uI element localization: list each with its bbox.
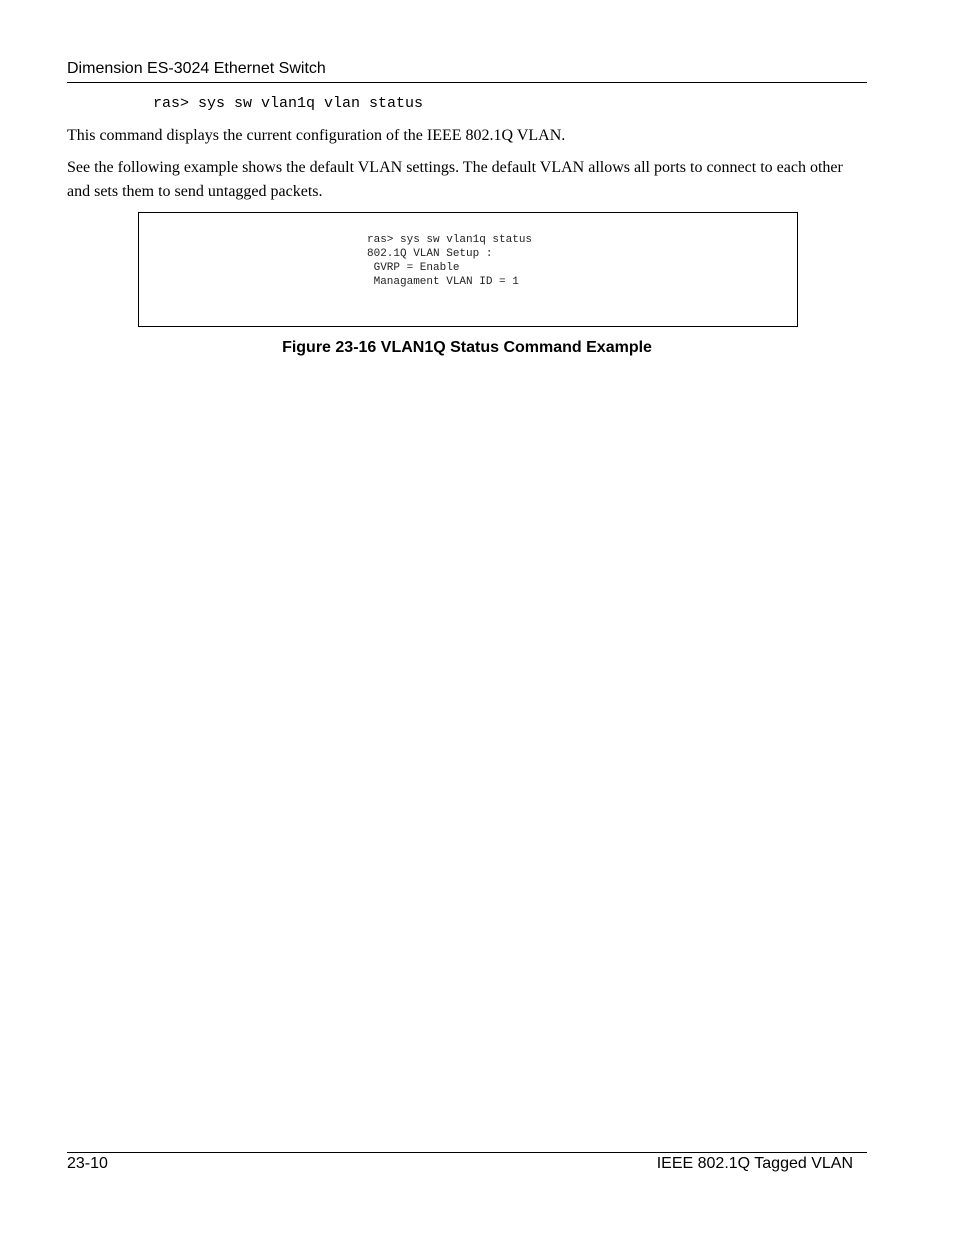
header-rule bbox=[67, 82, 867, 83]
example-code bbox=[367, 233, 532, 289]
command-syntax: ras> sys sw vlan1q vlan status bbox=[153, 95, 424, 112]
code-line: Managament VLAN ID = 1 bbox=[367, 276, 519, 288]
example-box bbox=[138, 212, 798, 327]
page-number: 23-10 bbox=[67, 1155, 108, 1172]
footer-rule bbox=[67, 1152, 867, 1153]
figure-caption: Figure 23-16 VLAN1Q Status Command Example bbox=[282, 339, 652, 356]
paragraph-example-intro: See the following example shows the default VLAN settings. The default VLAN allows all ports to connect to each other and sets them to send untagged packets. bbox=[67, 159, 843, 200]
code-line: ras> sys sw vlan1q status bbox=[367, 234, 533, 246]
code-line: 802.1Q VLAN Setup : bbox=[367, 248, 493, 260]
footer-section: IEEE 802.1Q Tagged VLAN bbox=[656, 1155, 853, 1172]
code-line: GVRP = Enable bbox=[367, 262, 460, 274]
paragraph-description: This command displays the current configuration of the IEEE 802.1Q VLAN. bbox=[67, 127, 566, 144]
running-header: Dimension ES-3024 Ethernet Switch bbox=[67, 60, 326, 77]
